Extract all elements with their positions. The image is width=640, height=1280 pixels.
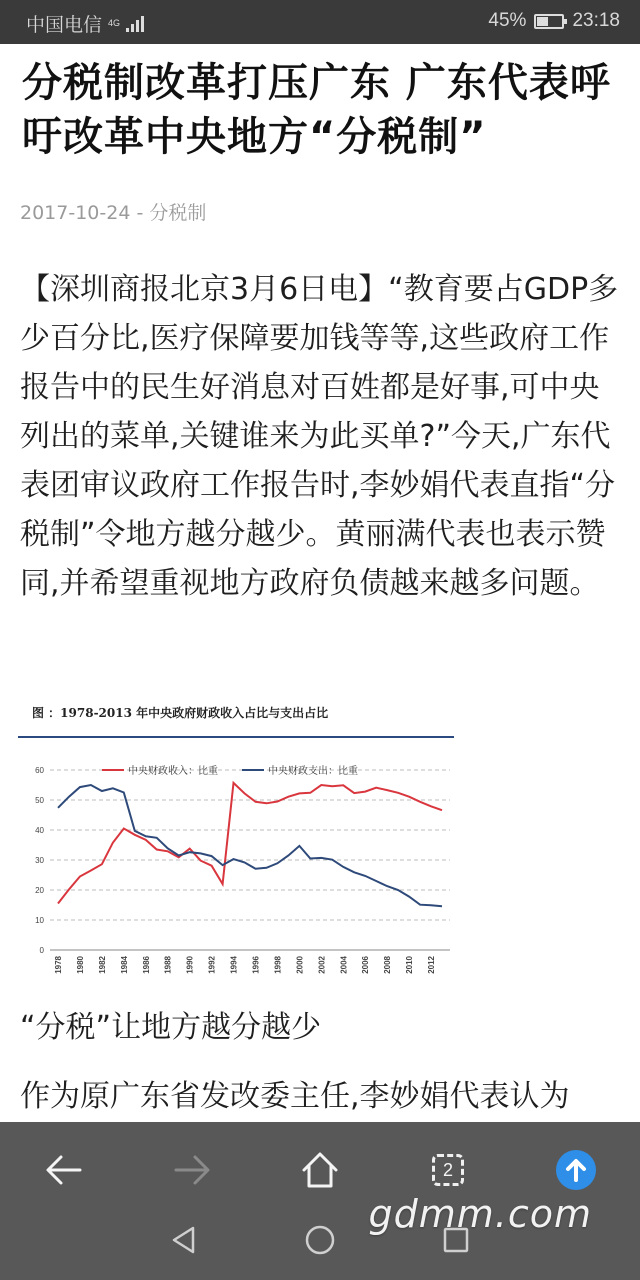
y-tick-label: 10 xyxy=(35,916,44,925)
square-recents-icon xyxy=(441,1225,471,1255)
system-home-button[interactable] xyxy=(288,1212,352,1268)
y-tick-label: 20 xyxy=(35,886,44,895)
x-tick-label: 1990 xyxy=(185,956,195,974)
x-tick-label: 2006 xyxy=(361,956,371,974)
x-tick-label: 2010 xyxy=(405,956,415,974)
y-tick-label: 30 xyxy=(35,856,44,865)
watermark-logo: gdmm.com xyxy=(368,1192,592,1236)
home-button[interactable] xyxy=(288,1142,352,1198)
x-tick-label: 1982 xyxy=(97,956,107,974)
y-tick-label: 50 xyxy=(35,796,44,805)
x-tick-label: 1992 xyxy=(207,956,217,974)
battery-icon xyxy=(534,14,564,29)
arrow-right-icon xyxy=(172,1152,212,1188)
article-paragraph: 【深圳商报北京3月6日电】“教育要占GDP多少百分比,医疗保障要加钱等等,这些政府工作报告中的民生好消息对百姓都是好事,可中央列出的菜单,关键谁来为此买单?”今天,广东代表团审议政府工作报告时,李妙娟代表直指“分税制”令地方越分越少。黄丽满代表也表示赞同,并希望重视地方政府负债越来越多问题。 xyxy=(20,272,619,601)
line-chart xyxy=(18,700,454,990)
x-tick-label: 2002 xyxy=(317,956,327,974)
article-subheading: “分税”让地方越分越少 xyxy=(20,1010,322,1045)
y-tick-label: 0 xyxy=(39,946,44,955)
circle-home-icon xyxy=(304,1224,336,1256)
battery-fill xyxy=(537,17,548,26)
tabs-icon xyxy=(432,1154,464,1186)
y-tick-label: 60 xyxy=(35,766,44,775)
article-title: 分税制改革打压广东 广东代表呼吁改革中央地方“分税制” xyxy=(22,60,611,160)
back-button[interactable] xyxy=(32,1142,96,1198)
x-tick-label: 1980 xyxy=(75,956,85,974)
y-tick-label: 40 xyxy=(35,826,44,835)
article-paragraph: 作为原广东省发改委主任,李妙娟代表认为 xyxy=(20,1079,570,1114)
tab-count: 2 xyxy=(442,1159,453,1180)
forward-button[interactable] xyxy=(160,1142,224,1198)
triangle-back-icon xyxy=(169,1225,199,1255)
tabs-button[interactable] xyxy=(416,1142,480,1198)
system-recents-button[interactable] xyxy=(424,1212,488,1268)
home-icon xyxy=(300,1150,340,1190)
chart-title: 图 ：1978-2013 年中央政府财政收入占比与支出占比 xyxy=(32,706,329,720)
x-tick-label: 1998 xyxy=(273,956,283,974)
scroll-top-button[interactable] xyxy=(544,1142,608,1198)
article-meta: 2017-10-24 - 分税制 xyxy=(20,202,207,224)
clock: 23:18 xyxy=(572,10,620,31)
x-tick-label: 1978 xyxy=(54,956,63,974)
article-chart-figure xyxy=(18,700,454,990)
x-tick-label: 2004 xyxy=(339,956,349,974)
signal-icon xyxy=(126,16,144,32)
legend-label: 中央财政支出：比重 xyxy=(268,766,358,777)
arrow-up-circle-icon xyxy=(555,1149,597,1191)
status-bar xyxy=(0,0,640,44)
x-tick-label: 1986 xyxy=(141,956,151,974)
arrow-left-icon xyxy=(44,1152,84,1188)
x-tick-label: 2012 xyxy=(427,956,437,974)
series-line xyxy=(58,785,442,906)
x-tick-label: 1988 xyxy=(163,956,173,974)
carrier-name: 中国电信 xyxy=(26,15,103,36)
legend-label: 中央财政收入：比重 xyxy=(128,766,218,777)
x-tick-label: 2008 xyxy=(383,956,393,974)
x-tick-label: 1984 xyxy=(119,956,129,974)
x-tick-label: 2000 xyxy=(295,956,305,974)
system-back-button[interactable] xyxy=(152,1212,216,1268)
x-tick-label: 1994 xyxy=(229,956,239,974)
battery-percent: 45% xyxy=(488,10,527,31)
network-type: 4G xyxy=(108,18,121,28)
x-tick-label: 1996 xyxy=(251,956,261,974)
browser-navigation-bar xyxy=(0,1122,640,1280)
